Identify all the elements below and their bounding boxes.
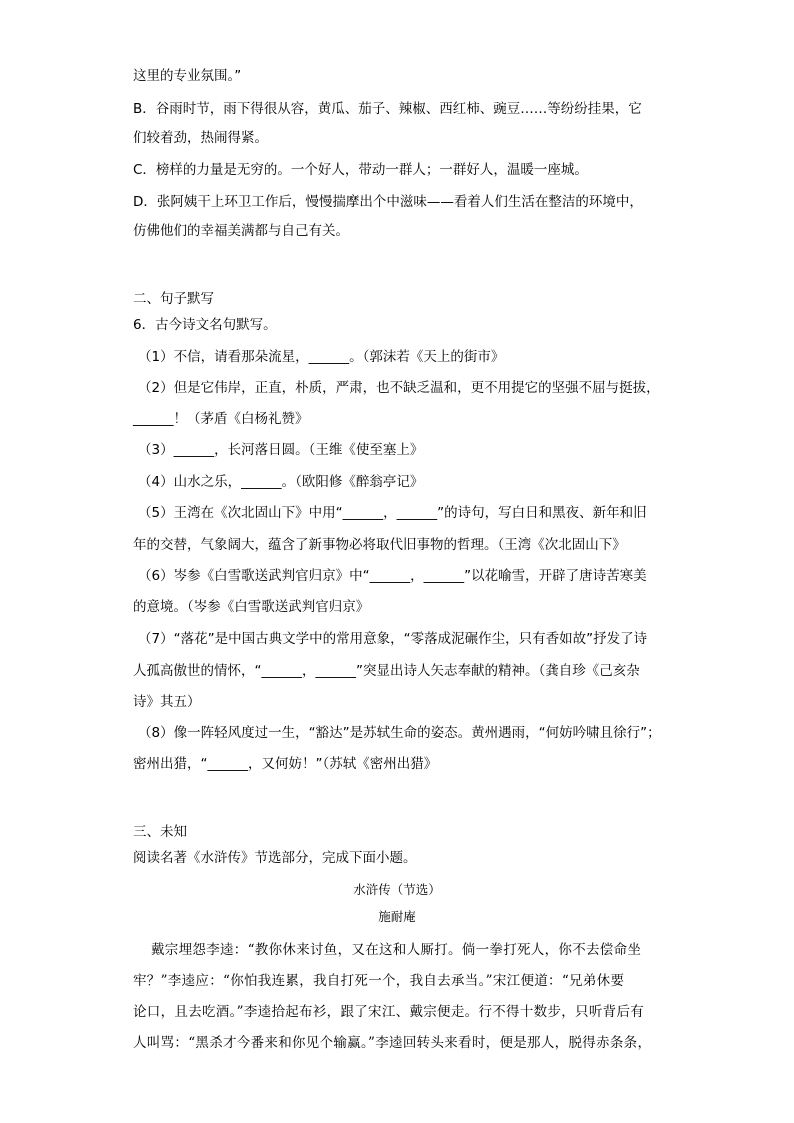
sentence-6-line1: （6）岑参《白雪歌送武判官归京》中“______，______”以花喻雪，开辟了唐诗苦寒美: [138, 568, 647, 584]
option-a-tail: 这里的专业氛围。”: [133, 68, 242, 84]
option-d-line2: 仿佛他们的幸福美满都与自己有关。: [133, 223, 349, 239]
sentence-4: （4）山水之乐，______。（欧阳修《醉翁亭记》: [138, 474, 424, 490]
option-d-line1: D．张阿姨干上环卫工作后，慢慢揣摩出个中滋味——看着人们生活在整洁的环境中，: [133, 194, 643, 210]
sentence-7-line1: （7）“落花”是中国古典文学中的常用意象，“零落成泥碾作尘，只有香如故”抒发了诗: [138, 631, 648, 647]
sentence-2-line2: ______！（茅盾《白杨礼赞》: [133, 411, 309, 427]
section-heading-2: 二、句子默写: [133, 291, 214, 307]
sentence-3: （3）______，长河落日圆。（王维《使至塞上》: [138, 442, 424, 458]
sentence-8-line1: （8）像一阵轻风度过一生，“豁达”是苏轼生命的姿态。黄州遇雨，“何妨吟啸且徐行”；: [138, 725, 661, 741]
excerpt-line-2: 牢？”李逵应：“你怕我连累，我自打死一个，我自去承当。”宋江便道：“兄弟休要: [133, 973, 625, 989]
sentence-2-line1: （2）但是它伟岸，正直，朴质，严肃，也不缺乏温和，更不用提它的坚强不屈与挺拔，: [138, 380, 660, 396]
sentence-8-line2: 密州出猎，“______，又何妨！”（苏轼《密州出猎》: [133, 756, 438, 772]
sentence-5-line1: （5）王湾在《次北固山下》中用“______，______”的诗句，写白日和黑夜、新年和旧: [138, 505, 647, 521]
excerpt-line-4: 人叫骂：“黑杀才今番来和你见个输赢。”李逵回转头来看时，便是那人，脱得赤条条，: [133, 1035, 652, 1051]
excerpt-title: 水浒传（节选）: [353, 882, 441, 897]
option-b-line1: B．谷雨时节，雨下得很从容，黄瓜、茄子、辣椒、西红柿、豌豆……等纷纷挂果，它: [133, 101, 642, 117]
excerpt-line-1: 戴宗埋怨李逵：“教你休来讨鱼，又在这和人厮打。倘一拳打死人，你不去偿命坐: [151, 942, 642, 958]
excerpt-author: 施耐庵: [378, 909, 416, 924]
sentence-5-line2: 年的交替，气象阔大，蕴含了新事物必将取代旧事物的哲理。（王湾《次北固山下》: [133, 537, 626, 553]
sentence-1: （1）不信，请看那朵流星，______。（郭沫若《天上的街市》: [138, 349, 505, 365]
option-c: C．榜样的力量是无穷的。一个好人，带动一群人；一群好人，温暖一座城。: [133, 162, 588, 178]
reading-intro: 阅读名著《水浒传》节选部分，完成下面小题。: [133, 850, 417, 866]
sentence-7-line3: 诗》其五）: [133, 694, 201, 710]
question-6: 6．古今诗文名句默写。: [133, 317, 277, 333]
option-b-line2: 们较着劲，热闹得紧。: [133, 130, 268, 146]
sentence-6-line2: 的意境。（岑参《白雪歌送武判官归京》: [133, 599, 370, 615]
excerpt-line-3: 论口，且去吃酒。”李逵拾起布衫，跟了宋江、戴宗便走。行不得十数步，只听背后有: [133, 1004, 645, 1020]
section-heading-3: 三、未知: [133, 824, 187, 840]
sentence-7-line2: 人孤高傲世的情怀，“______，______”突显出诗人矢志奉献的精神。（龚自珍《己亥杂: [133, 663, 640, 679]
